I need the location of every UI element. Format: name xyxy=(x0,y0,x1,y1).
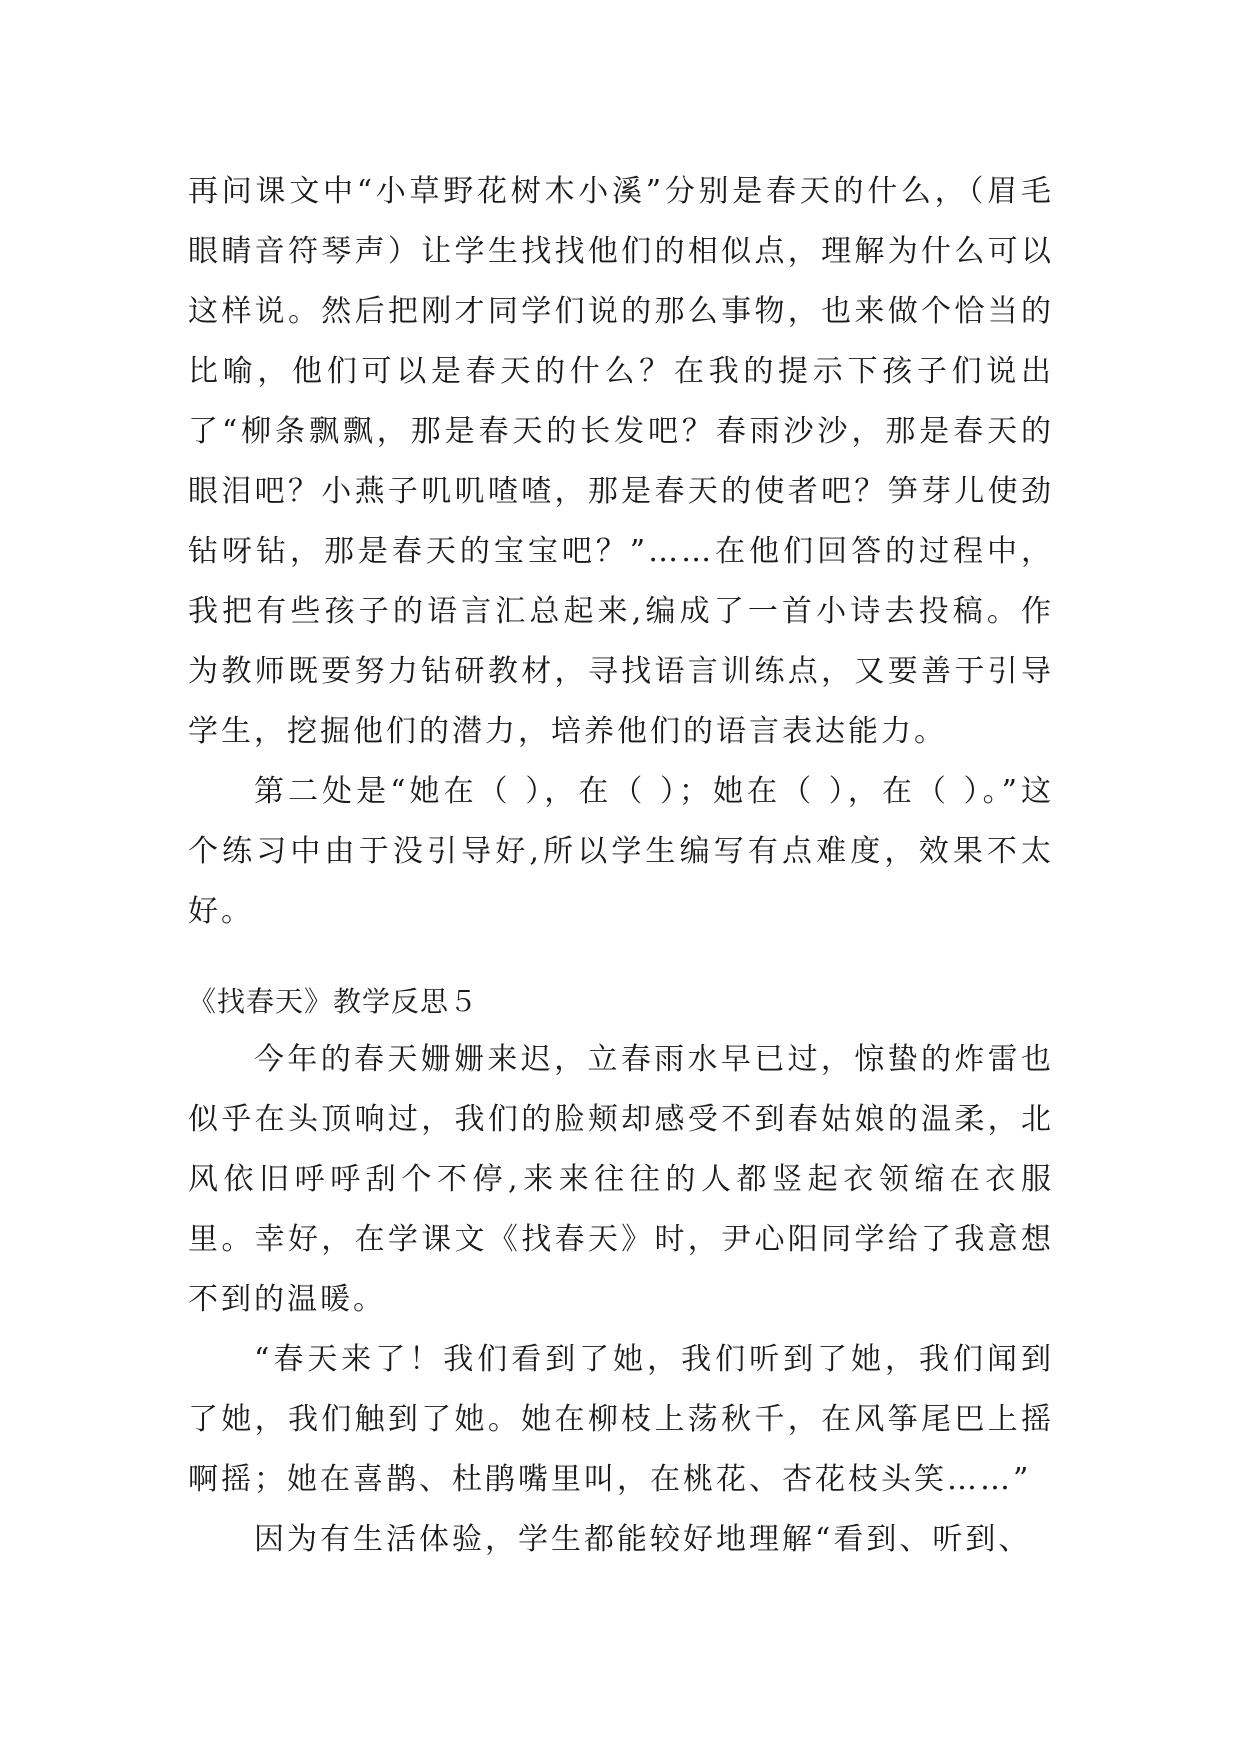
paragraph-life-experience: 因为有生活体验，学生都能较好地理解“看到、听到、 xyxy=(254,1522,1032,1557)
paragraph-late-spring: 今年的春天姗姗来迟，立春雨水早已过，惊蛰的炸雷也似乎在头顶响过，我们的脸颊却感受不到春姑娘的温柔，北风依旧呼呼刮个不停,来来往往的人都竖起衣领缩在衣服里。幸好，在学课文《找春天》时，尹心阳同学给了我意想不到的温暖。 xyxy=(188,1042,1054,1317)
paragraph-metaphor-lesson: 再问课文中“小草野花树木小溪”分别是春天的什么，（眉毛眼睛音符琴声）让学生找找他们的相似点，理解为什么可以这样说。然后把刚才同学们说的那么事物，也来做个恰当的比喻，他们可以是春天的什么？在我的提示下孩子们说出了“柳条飘飘，那是春天的长发吧？春雨沙沙，那是春天的眼泪吧？小燕子叽叽喳喳，那是春天的使者吧？笋芽儿使劲钻呀钻，那是春天的宝宝吧？”……在他们回答的过程中，我把有些孩子的语言汇总起来,编成了一首小诗去投稿。作为教师既要努力钻研教材，寻找语言训练点，又要善于引导学生，挖掘他们的潜力，培养他们的语言表达能力。 xyxy=(188,174,1054,749)
section-title: 《找春天》教学反思５ xyxy=(188,985,479,1018)
text-block-bottom xyxy=(188,1030,1054,1570)
paragraph-student-poem: “春天来了！我们看到了她，我们听到了她，我们闻到了她，我们触到了她。她在柳枝上荡秋千，在风筝尾巴上摇啊摇；她在喜鹊、杜鹃嘴里叫，在桃花、杏花枝头笑……” xyxy=(188,1342,1054,1497)
paragraph-second-exercise: 第二处是“她在（ ），在（ ）；她在（ ），在（ ）。”这个练习中由于没引导好,所以学生编写有点难度，效果不太好。 xyxy=(188,774,1054,929)
text-block-top xyxy=(188,162,1054,942)
